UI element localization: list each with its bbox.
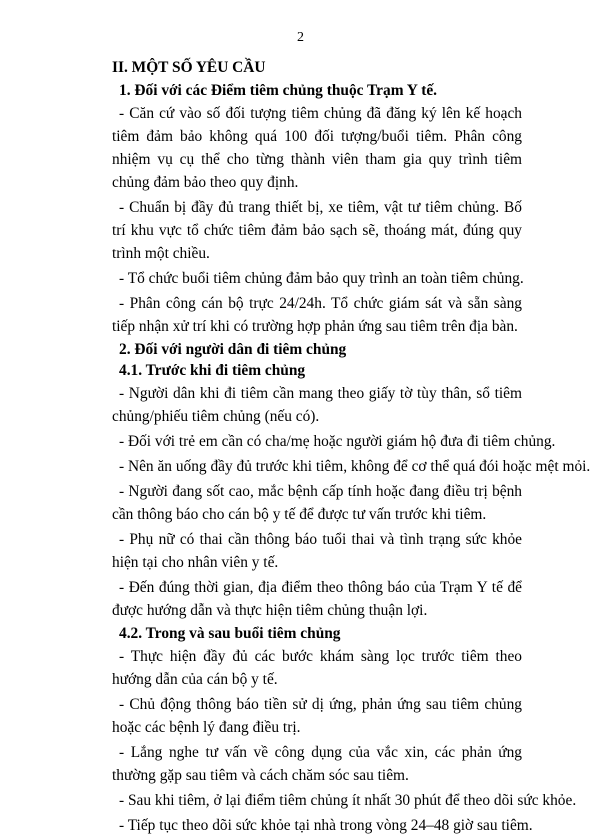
list-item: - Chuẩn bị đầy đủ trang thiết bị, xe tiêm, vật tư tiêm chủng. Bố trí khu vực tổ chức tiêm đảm bảo sạch sẽ, thoáng mát, đúng quy trình một chiều. bbox=[112, 199, 522, 262]
list-item: - Chủ động thông báo tiền sử dị ứng, phản ứng sau tiêm chủng hoặc các bệnh lý đang điều trị. bbox=[112, 696, 522, 736]
subsection-title-4-1: 4.1. Trước khi đi tiêm chủng bbox=[119, 362, 306, 379]
list-item: - Nên ăn uống đầy đủ trước khi tiêm, không để cơ thể quá đói hoặc mệt mỏi. bbox=[119, 458, 591, 475]
list-item: - Căn cứ vào số đối tượng tiêm chủng đã đăng ký lên kế hoạch tiêm đảm bảo không quá 100 đối tượng/buổi tiêm. Phân công nhiệm vụ cụ thể cho từng thành viên tham gia quy trình tiêm chủng đảm bảo theo quy định. bbox=[112, 105, 522, 191]
list-item: - Sau khi tiêm, ở lại điểm tiêm chủng ít nhất 30 phút để theo dõi sức khỏe. bbox=[119, 792, 577, 809]
list-item: - Người dân khi đi tiêm cần mang theo giấy tờ tùy thân, sổ tiêm chủng/phiếu tiêm chủng (nếu có). bbox=[112, 385, 522, 425]
list-item: - Lắng nghe tư vấn về công dụng của vắc xin, các phản ứng thường gặp sau tiêm và cách chăm sóc sau tiêm. bbox=[112, 744, 522, 784]
document-body bbox=[112, 58, 591, 839]
list-item: - Tổ chức buổi tiêm chủng đảm bảo quy trình an toàn tiêm chủng. bbox=[119, 270, 524, 287]
list-item: - Người đang sốt cao, mắc bệnh cấp tính hoặc đang điều trị bệnh cần thông báo cho cán bộ y tế để được tư vấn trước khi tiêm. bbox=[112, 483, 522, 523]
subsection-title-4-2: 4.2. Trong và sau buổi tiêm chủng bbox=[119, 625, 341, 642]
subsection-title-1: 1. Đối với các Điểm tiêm chủng thuộc Trạm Y tế. bbox=[119, 82, 437, 99]
list-item: - Thực hiện đầy đủ các bước khám sàng lọc trước tiêm theo hướng dẫn của cán bộ y tế. bbox=[112, 648, 522, 688]
list-item: - Đối với trẻ em cần có cha/mẹ hoặc người giám hộ đưa đi tiêm chủng. bbox=[119, 433, 556, 450]
list-item: - Phân công cán bộ trực 24/24h. Tổ chức giám sát và sẵn sàng tiếp nhận xử trí khi có trường hợp phản ứng sau tiêm trên địa bàn. bbox=[112, 295, 522, 335]
subsection-title-2: 2. Đối với người dân đi tiêm chủng bbox=[119, 341, 347, 358]
list-item: - Tiếp tục theo dõi sức khỏe tại nhà trong vòng 24–48 giờ sau tiêm. bbox=[119, 817, 533, 834]
section-title: II. MỘT SỐ YÊU CẦU bbox=[112, 59, 266, 76]
list-item: - Đến đúng thời gian, địa điểm theo thông báo của Trạm Y tế để được hướng dẫn và thực hiện tiêm chủng thuận lợi. bbox=[112, 579, 522, 619]
page-number: 2 bbox=[297, 30, 304, 45]
list-item: - Phụ nữ có thai cần thông báo tuổi thai và tình trạng sức khỏe hiện tại cho nhân viên y tế. bbox=[112, 531, 522, 571]
